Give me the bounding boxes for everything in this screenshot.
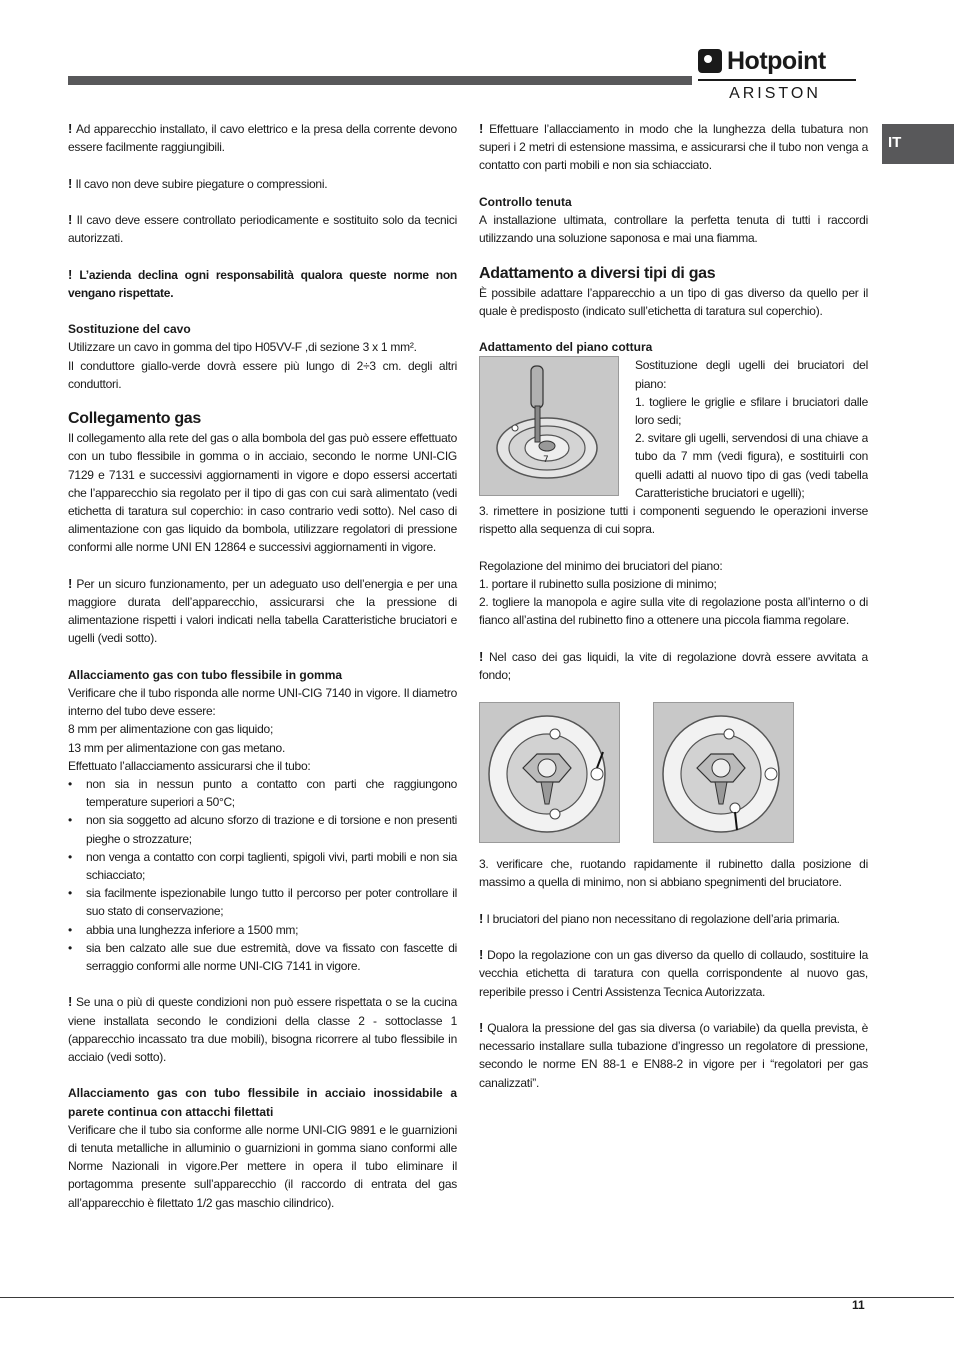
- body-text: 8 mm per alimentazione con gas liquido;: [68, 722, 274, 737]
- nozzle-wrench-figure: [479, 356, 619, 496]
- body-text: Verificare che il tubo sia conforme alle norme UNI-CIG 9891 e le guarnizioni di tenuta metalliche in alluminio o guarnizioni in gomma siano conformi alle Norme Nazionali in vigore.Per mettere in opera il tubo eliminare il portagomma presente sull’apparecchio (il raccordo di entrata del gas all’apparecchio è filettato 1/2 gas maschio cilindrico).: [68, 1122, 457, 1210]
- nozzle-wrench-illustration: [485, 362, 613, 490]
- warning-paragraph: ! I bruciatori del piano non necessitano di regolazione dell’aria primaria.: [479, 910, 840, 926]
- body-text: 1. portare il rubinetto sulla posizione di minimo;: [479, 576, 717, 591]
- body-text: 3. rimettere in posizione tutti i componenti seguendo le operazioni inverse rispetto alla sequenza di cui sopra.: [479, 504, 868, 537]
- body-text: Il collegamento alla rete del gas o alla bombola del gas può essere effettuato con un tubo flessibile in gomma o in acciaio, secondo le norme UNI-CIG 7129 e 7131 e successivi aggiornamenti in vigore e dopo essersi accertati che l’apparecchio sia regolato per il tipo di gas con cui sarà alimentato (vedi etichetta di taratura sul coperchio: in caso contrario vedi sotto). Nel caso di alimentazione con gas liquido da bombola, utilizzare regolatori di pressione conformi alle norme UNI EN 12864 e successivi aggiornamenti in vigore.: [68, 431, 457, 555]
- section-title: Collegamento gas: [68, 410, 202, 428]
- body-text: Verificare che il tubo risponda alle norme UNI-CIG 7140 in vigore. Il diametro interno del tubo deve essere:: [68, 685, 457, 719]
- section-heading: Allacciamento gas con tubo flessibile in acciaio inossidabile a parete continua con attacchi filettati: [68, 1086, 457, 1119]
- left-column: [68, 120, 457, 1230]
- page-number: 11: [852, 1298, 865, 1312]
- screw-figure-side: [479, 702, 620, 843]
- body-text: 2. svitare gli ugelli, servendosi di una chiave a tubo da 7 mm (vedi figura), e sostituirli con quelli adatti al nuovo tipo di gas (vedi tabella Caratteristiche bruciatori e ugelli);: [635, 431, 868, 500]
- warning-paragraph: ! Se una o più di queste condizioni non può essere rispettata o se la cucina viene installata secondo le condizioni della classe 2 - sottoclasse 1 (apparecchio incassato tra due mobili), bisogna ricorrere al tubo flessibile in acciaio (vedi sotto).: [68, 994, 457, 1065]
- body-text: 1. togliere le griglie e sfilare i bruciatori dalle loro sedi;: [635, 394, 868, 427]
- section-heading: Allacciamento gas con tubo flessibile in gomma: [68, 667, 343, 682]
- body-text: 2. togliere la manopola e agire sulla vite di regolazione posta all’interno o di fianco all’astina del rubinetto fino a ottenere una piccola fiamma regolare.: [479, 595, 868, 628]
- body-text: Utilizzare un cavo in gomma del tipo H05VV-F ,di sezione 3 x 1 mm².: [68, 340, 417, 355]
- logo-mark-icon: [698, 49, 722, 73]
- brand-sub: ARISTON: [729, 85, 821, 102]
- section-heading: Controllo tenuta: [479, 194, 572, 209]
- list-item: • sia facilmente ispezionabile lungo tutto il percorso per poter controllare il suo stato di conservazione;: [68, 884, 457, 920]
- body-text: È possibile adattare l’apparecchio a un tipo di gas diverso da quello per il quale è predisposto (indicato sull’etichetta di taratura sul coperchio).: [479, 285, 868, 318]
- body-text: Sostituzione degli ugelli dei bruciatori del piano:: [635, 358, 868, 391]
- body-text: Regolazione del minimo dei bruciatori del piano:: [479, 558, 723, 573]
- screw-figure-center: [653, 702, 794, 843]
- warning-paragraph: ! Nel caso dei gas liquidi, la vite di regolazione dovrà essere avvitata a fondo;: [479, 648, 868, 682]
- body-text: Effettuato l’allacciamento assicurarsi che il tubo:: [68, 758, 311, 773]
- list-item: • abbia una lunghezza inferiore a 1500 mm;: [68, 921, 457, 939]
- tap-screw-center-illustration: [659, 708, 789, 838]
- language-tab: IT: [882, 124, 954, 164]
- section-title: Adattamento a diversi tipi di gas: [479, 264, 716, 282]
- warning-paragraph: ! Per un sicuro funzionamento, per un adeguato uso dell’energia e per una maggiore durata dell’apparecchio, assicurarsi che la pressione di alimentazione rispetti i valori indicati nella tabella Caratteristiche bruciatori e ugelli (vedi sotto).: [68, 575, 458, 646]
- warning-paragraph: ! Il cavo non deve subire piegature o compressioni.: [68, 175, 328, 191]
- brand-name: Hotpoint: [727, 47, 826, 75]
- warning-paragraph: ! Effettuare l’allacciamento in modo che la lunghezza della tubatura non superi i 2 metri di estensione massima, e assicurarsi che il tubo non venga a contatto con parti mobili e non sia schiacciato.: [479, 121, 868, 173]
- list-item: • sia ben calzato alle sue due estremità, dove va fissato con fascette di serraggio conformi alle norme UNI-CIG 7141 in vigore.: [68, 939, 457, 975]
- footer-rule: [0, 1297, 954, 1298]
- list-item: • non sia soggetto ad alcuno sforzo di trazione e di torsione e non presenti pieghe o strozzature;: [68, 811, 457, 847]
- list-item: • non sia in nessun punto a contatto con parti che raggiungono temperature superiori a 50°C;: [68, 775, 457, 811]
- brand-logo: [698, 48, 863, 108]
- screw-figures: [479, 702, 868, 843]
- body-text: 13 mm per alimentazione con gas metano.: [68, 740, 286, 755]
- bullet-list: [68, 775, 457, 975]
- warning-paragraph: ! Ad apparecchio installato, il cavo elettrico e la presa della corrente devono essere facilmente raggiungibili.: [68, 121, 457, 155]
- warning-paragraph: ! Qualora la pressione del gas sia diversa (o variabile) da quella prevista, è necessario installare sulla tubazione d’ingresso un regolatore di pressione, secondo le norme EN 88-1 e EN88-2 in vigore per i “regolatori per gas canalizzati”.: [479, 1019, 868, 1090]
- logo-divider: [698, 79, 856, 81]
- warning-paragraph: ! Dopo la regolazione con un gas diverso da quello di collaudo, sostituire la vecchia etichetta di taratura con quella corrispondente al nuovo gas, reperibile presso i Centri Assistenza Tecnica Autorizzata.: [479, 947, 868, 999]
- right-column: [479, 120, 868, 1110]
- list-item: • non venga a contatto con corpi taglienti, spigoli vivi, parti mobili e non sia schiacciato;: [68, 848, 457, 884]
- header-bar: [68, 76, 692, 85]
- section-heading: Adattamento del piano cottura: [479, 340, 653, 355]
- body-text: A installazione ultimata, controllare la perfetta tenuta di tutti i raccordi utilizzando una soluzione saponosa e mai una fiamma.: [479, 213, 868, 246]
- svg-text:7: 7: [543, 455, 549, 466]
- section-heading: Sostituzione del cavo: [68, 322, 191, 337]
- tap-screw-side-illustration: [485, 708, 615, 838]
- warning-paragraph: ! Il cavo deve essere controllato periodicamente e sostituito solo da tecnici autorizzati.: [68, 211, 457, 246]
- nozzle-section: [479, 356, 868, 556]
- body-text: Il conduttore giallo-verde dovrà essere più lungo di 2÷3 cm. degli altri conduttori.: [68, 358, 457, 391]
- body-text: 3. verificare che, ruotando rapidamente il rubinetto dalla posizione di massimo a quella di minimo, non si abbiano spegnimenti del bruciatore.: [479, 857, 868, 890]
- warning-paragraph: ! L’azienda declina ogni responsabilità qualora queste norme non vengano rispettate.: [68, 266, 457, 300]
